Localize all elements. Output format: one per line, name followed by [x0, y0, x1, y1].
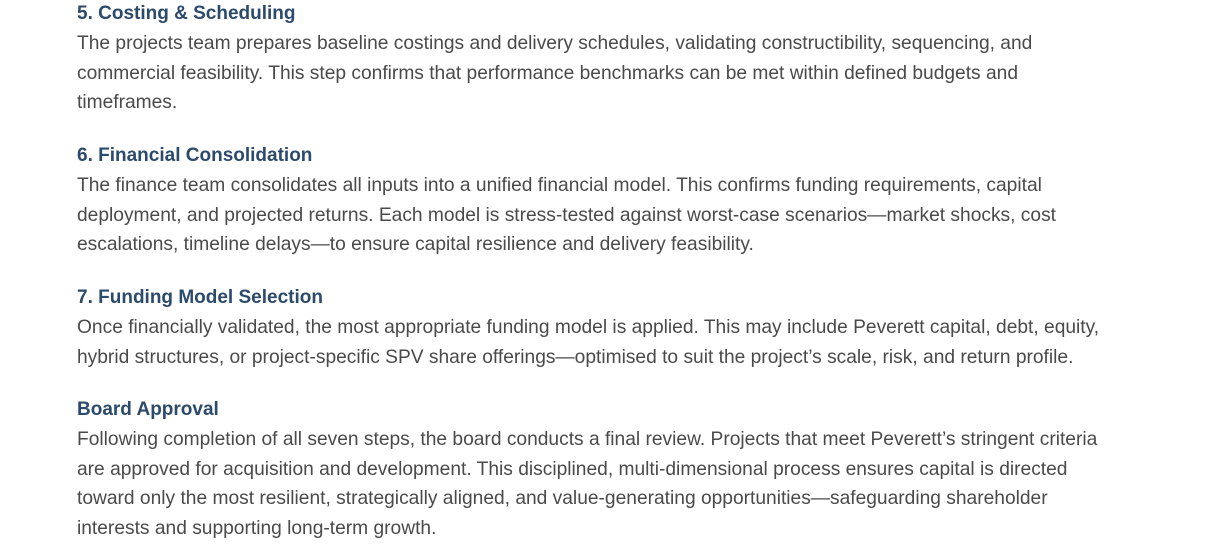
paragraph-line: Once financially validated, the most appropriate funding model is applied. This may include Peverett capital, debt, equity, — [77, 317, 1100, 338]
section-paragraph — [77, 171, 1056, 260]
section-heading: 6. Financial Consolidation — [77, 145, 313, 166]
section-paragraph — [77, 313, 1099, 372]
section-paragraph — [77, 425, 1097, 543]
section-paragraph — [77, 29, 1032, 118]
section-heading: 5. Costing & Scheduling — [77, 3, 296, 24]
paragraph-line: hybrid structures, or project-specific SPV share offerings—optimised to suit the project’s scale, risk, and return profile. — [77, 346, 1074, 368]
paragraph-line: The finance team consolidates all inputs into a unified financial model. This confirms funding requirements, capital — [77, 175, 1042, 196]
paragraph-line: timeframes. — [77, 92, 178, 114]
paragraph-line: toward only the most resilient, strategically aligned, and value-generating opportunities—safeguarding shareholder — [77, 488, 1048, 510]
paragraph-line: The projects team prepares baseline costings and delivery schedules, validating constructibility, sequencing, and — [77, 33, 1033, 54]
section-costing-scheduling — [77, 1, 1032, 118]
section-heading: Board Approval — [77, 399, 219, 420]
paragraph-line: commercial feasibility. This step confirms that performance benchmarks can be met within defined budgets and — [77, 62, 1018, 84]
paragraph-line: escalations, timeline delays—to ensure capital resilience and delivery feasibility. — [77, 234, 754, 256]
paragraph-line: interests and supporting long-term growth. — [77, 517, 437, 539]
paragraph-line: are approved for acquisition and development. This disciplined, multi-dimensional process ensures capital is directed — [77, 458, 1068, 480]
section-financial-consolidation — [77, 143, 1056, 260]
section-funding-model-selection — [77, 285, 1099, 372]
section-board-approval — [77, 397, 1097, 543]
paragraph-line: Following completion of all seven steps, the board conducts a final review. Projects that meet Peverett’s stringent criteria — [77, 429, 1098, 450]
section-heading: 7. Funding Model Selection — [77, 287, 323, 308]
paragraph-line: deployment, and projected returns. Each model is stress-tested against worst-case scenarios—market shocks, cost — [77, 204, 1056, 226]
